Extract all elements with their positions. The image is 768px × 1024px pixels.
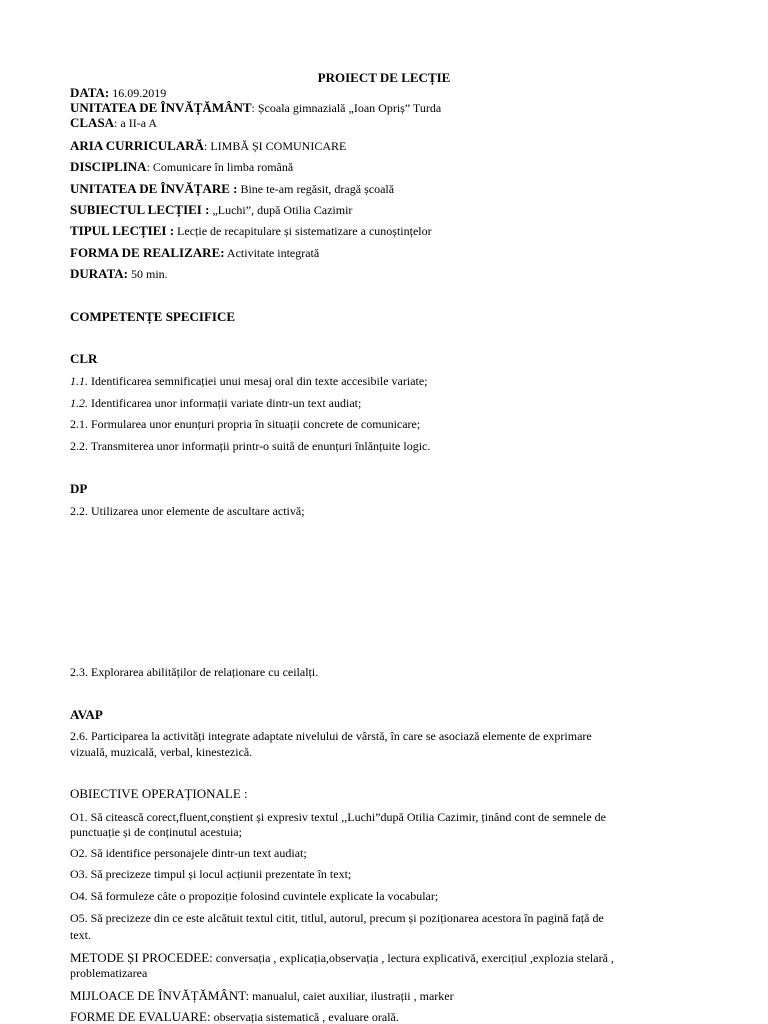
avap-item-line1: 2.6. Participarea la activități integrate adaptate nivelului de vârstă, în care se asociază elemente de exprimare [70,729,592,743]
objective-o2: O2. Să identifice personajele dintr-un text audiat; [70,846,307,860]
objective-o3: O3. Să precizeze timpul și locul acțiunii prezentate în text; [70,867,352,881]
duration-label: DURATA: [70,266,129,281]
objective-o1-line2: punctuație și de conținutul acestuia; [70,825,242,839]
clr-item [70,417,698,431]
discipline-label: DISCIPLINA [70,159,147,174]
lesson-subject-line [70,203,698,217]
methods-value: conversația , explicația,observația , lectura explicativă, exercițiul ,explozia stelară , [212,951,614,965]
date-label: DATA: [70,85,110,100]
clr-item [70,374,698,388]
evaluation-label: FORME DE EVALUARE: [70,1009,211,1024]
dp-item: 2.2. Utilizarea unor elemente de ascultare activă; [70,504,305,518]
lesson-subject-value: „Luchi”, după Otilia Cazimir [209,203,353,217]
objective-o1-line1: O1. Să citească corect,fluent,conștient și expresiv textul ,,Luchi”după Otilia Cazimir, ținând cont de semnele de [70,810,607,824]
discipline-line [70,160,698,174]
methods-line2: problematizarea [70,966,148,980]
methods-label: METODE ȘI PROCEDEE: [70,950,213,965]
clr-item-text: Identificarea semnificației unui mesaj oral din texte accesibile variate; [88,374,428,388]
class-value: : a II-a A [114,116,158,130]
dp-item: 2.3. Explorarea abilităților de relaționare cu ceilalți. [70,665,319,679]
objectives-heading: OBIECTIVE OPERAȚIONALE : [70,786,248,801]
clr-item-text: Transmiterea unor informații printr-o suită de enunțuri înlănțuite logic. [88,439,431,453]
clr-item-number: 1.1. [70,374,88,388]
objective-o4: O4. Să formuleze câte o propoziție folosind cuvintele explicate la vocabular; [70,889,439,903]
clr-item-text: Formularea unor enunțuri propria în situații concrete de comunicare; [88,417,421,431]
date-line [70,86,698,100]
competences-heading: COMPETENȚE SPECIFICE [70,309,236,324]
duration-line [70,267,698,281]
realization-form-value: Activitate integrată [224,246,320,260]
realization-form-label: FORMA DE REALIZARE: [70,245,225,260]
class-label: CLASA [70,115,115,130]
objective-o5-line1: O5. Să precizeze din ce este alcătuit textul citit, titlul, autorul, precum și poziționarea acestora în pagină față de [70,911,604,925]
discipline-value: : Comunicare în limba română [146,160,294,174]
school-label: UNITATEA DE ÎNVĂȚĂMÂNT [70,100,252,115]
school-value: : Școala gimnazială „Ioan Opriș” Turda [251,101,442,115]
lesson-type-label: TIPUL LECȚIEI : [70,223,175,238]
avap-item-line2: vizuală, muzicală, verbal, kinestezică. [70,745,253,759]
clr-item-text: Identificarea unor informații variate dintr-un text audiat; [88,396,362,410]
lesson-subject-label: SUBIECTUL LECȚIEI : [70,202,210,217]
evaluation-line [70,1010,698,1024]
avap-heading: AVAP [70,707,103,722]
evaluation-value: observația sistematică , evaluare orală. [210,1010,399,1024]
lesson-type-value: Lecție de recapitulare și sistematizare a cunoștințelor [174,224,432,238]
resources-line [70,989,698,1003]
realization-form-line [70,246,698,260]
resources-value: manualul, caiet auxiliar, ilustrații , marker [249,989,454,1003]
objective-o5-line2: text. [70,928,91,942]
dp-heading: DP [70,481,88,496]
clr-item-number: 1.2. [70,396,88,410]
learning-unit-line [70,182,698,196]
page-title: PROIECT DE LECȚIE [317,70,451,85]
curricular-area-value: : LIMBĂ ȘI COMUNICARE [203,139,347,153]
duration-value: 50 min. [128,267,168,281]
clr-heading: CLR [70,351,98,366]
date-value: 16.09.2019 [109,86,167,100]
learning-unit-label: UNITATEA DE ÎNVĂȚARE : [70,181,238,196]
curricular-area-line [70,139,698,153]
class-line [70,116,698,130]
resources-label: MIJLOACE DE ÎNVĂȚĂMÂNT: [70,988,250,1003]
methods-line1 [70,951,698,965]
curricular-area-label: ARIA CURRICULARĂ [70,138,204,153]
clr-item-number: 2.1. [70,417,88,431]
school-line [70,101,698,115]
lesson-type-line [70,224,698,238]
clr-item-number: 2.2. [70,439,88,453]
learning-unit-value: Bine te-am regăsit, dragă școală [237,182,395,196]
clr-item [70,439,698,453]
clr-item [70,396,698,410]
